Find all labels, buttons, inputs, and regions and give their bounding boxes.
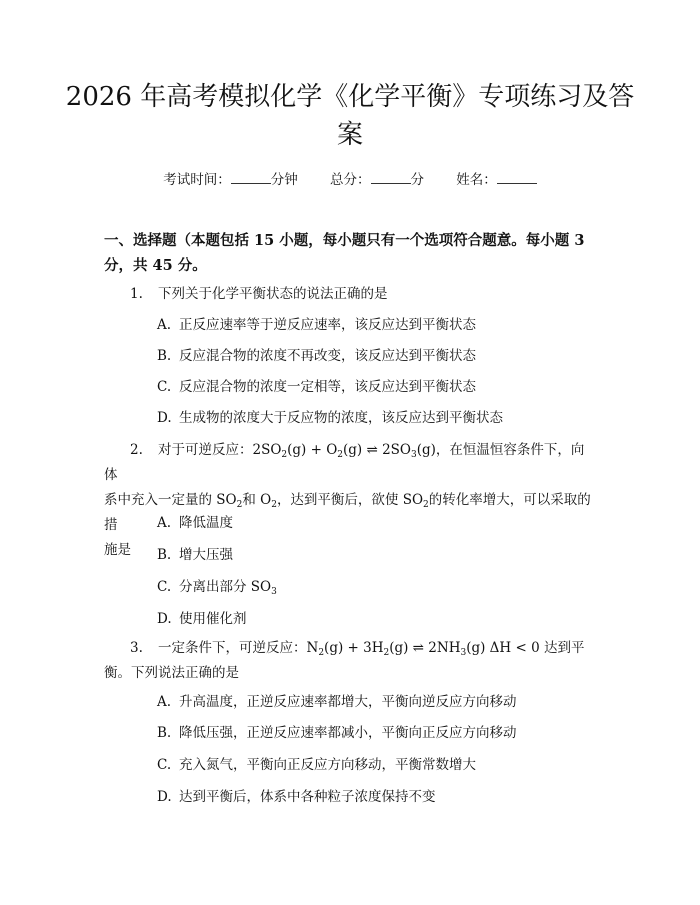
exam-meta bbox=[0, 168, 700, 188]
question-number: 2. bbox=[130, 442, 143, 458]
question-1 bbox=[104, 282, 594, 307]
name-label: 姓名： bbox=[456, 172, 497, 188]
total-score-unit: 分 bbox=[410, 172, 424, 188]
option-1d: D. 生成物的浓度大于反应物的浓度，该反应达到平衡状态 bbox=[157, 410, 503, 426]
total-score-field bbox=[330, 168, 424, 188]
option-3a: A. 升高温度，正逆反应速率都增大，平衡向逆反应方向移动 bbox=[157, 694, 517, 710]
exam-time-blank bbox=[231, 171, 271, 184]
option-1b: B. 反应混合物的浓度不再改变，该反应达到平衡状态 bbox=[157, 348, 476, 364]
option-1a: A. 正反应速率等于逆反应速率，该反应达到平衡状态 bbox=[157, 317, 476, 333]
question-stem: 下列关于化学平衡状态的说法正确的是 bbox=[158, 286, 388, 302]
total-score-blank bbox=[371, 171, 411, 184]
option-3d: D. 达到平衡后，体系中各种粒子浓度保持不变 bbox=[157, 789, 436, 805]
exam-time-label: 考试时间： bbox=[163, 172, 231, 188]
option-3b: B. 降低压强，正逆反应速率都减小，平衡向正反应方向移动 bbox=[157, 725, 517, 741]
option-2a: A. 降低温度 bbox=[157, 515, 233, 531]
total-score-label: 总分： bbox=[330, 172, 371, 188]
option-3c: C. 充入氮气，平衡向正反应方向移动，平衡常数增大 bbox=[157, 757, 476, 773]
section-heading: 一、选择题（本题包括 15 小题，每小题只有一个选项符合题意。每小题 3 分，共 45 分。 bbox=[104, 232, 585, 274]
question-number: 3. bbox=[130, 640, 143, 656]
page-title: 2026 年高考模拟化学《化学平衡》专项练习及答案 bbox=[65, 82, 635, 150]
name-field bbox=[456, 168, 537, 188]
question-2: 2. 对于可逆反应：$2SO_2(g) + O_2(g)$ ⇌ $2SO_3(g)$，在恒温恒容条件下，向体 系中充入一定量的 $SO_2$和 $O_2$，达到平衡后，欲使 $SO_2$的转化率增大，可以采取的措 施是 bbox=[104, 438, 594, 563]
exam-time-unit: 分钟 bbox=[270, 172, 298, 188]
option-2b: B. 增大压强 bbox=[157, 547, 233, 563]
option-1c: C. 反应混合物的浓度一定相等，该反应达到平衡状态 bbox=[157, 379, 476, 395]
option-2c: C. 分离出部分 $SO_3$ bbox=[157, 579, 277, 597]
option-2d: D. 使用催化剂 bbox=[157, 611, 247, 627]
question-3: 3. 一定条件下，可逆反应：$N_2(g) + 3H_2(g)$ ⇌ $2NH_3(g) \Delta H < 0$ 达到平 衡。下列说法正确的是 bbox=[104, 636, 594, 686]
exam-time-field bbox=[163, 168, 298, 188]
question-number: 1. bbox=[130, 286, 143, 302]
name-blank bbox=[497, 171, 537, 184]
